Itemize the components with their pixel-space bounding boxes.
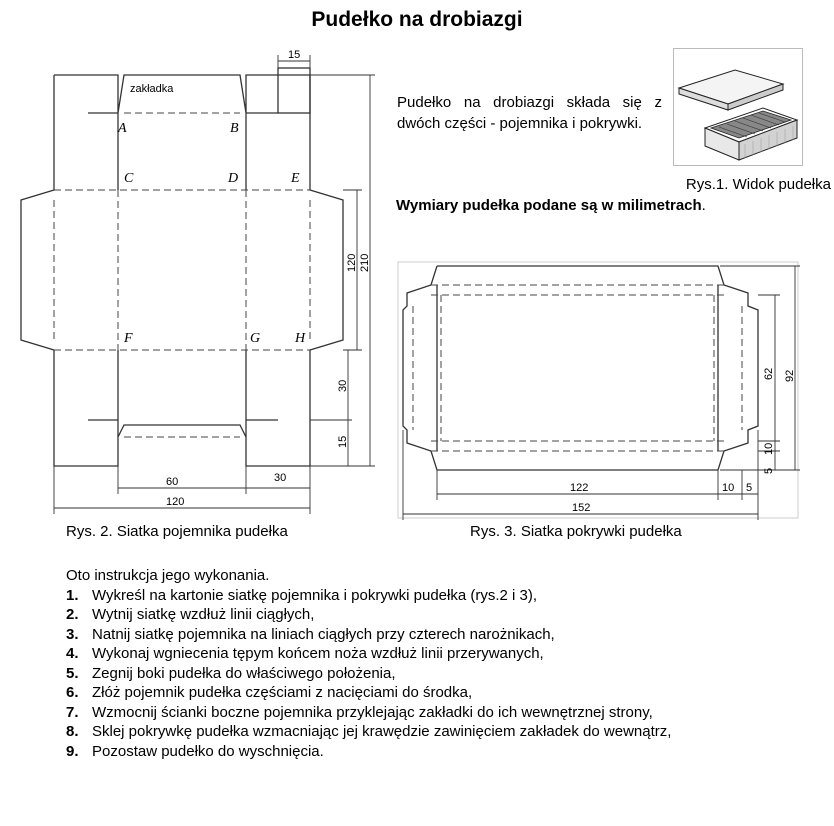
intro-text: Pudełko na drobiazgi składa się z dwóch części - pojemnika i pokrywki.: [397, 94, 662, 132]
dim-lid-w10: 10: [722, 482, 735, 494]
step-text: Sklej pokrywkę pudełka wzmacniając jej krawędzie zawinięciem zakładek do wewnątrz,: [92, 723, 672, 740]
step-number: 2.: [66, 606, 79, 623]
lid-cut-outline: [403, 266, 758, 470]
dimensions-note-bold: Wymiary pudełka podane są w milimetrach: [396, 197, 702, 214]
instruction-step: [66, 742, 772, 762]
figure1-caption: Rys.1. Widok pudełka: [685, 176, 831, 193]
step-text: Wytnij siatkę wzdłuż linii ciągłych,: [92, 606, 315, 623]
box-illustration: [673, 48, 803, 166]
corner-label-b: B: [230, 121, 239, 136]
instruction-step: [66, 703, 772, 723]
dim-lid-10: 10: [763, 442, 775, 455]
step-number: 5.: [66, 664, 79, 682]
instruction-steps: [66, 586, 772, 762]
dim-height-120: 120: [346, 253, 358, 272]
dim-lid-122: 122: [570, 482, 589, 494]
figure2-caption: Rys. 2. Siatka pojemnika pudełka: [66, 523, 288, 540]
instruction-step: [66, 683, 772, 703]
dim-bottom-30: 30: [274, 472, 287, 484]
instruction-step: [66, 586, 772, 606]
dim-lid-w5: 5: [746, 482, 753, 494]
dim-lid-152: 152: [572, 502, 591, 514]
dim-bottom-60: 60: [166, 476, 179, 488]
step-number: 4.: [66, 645, 79, 662]
step-number: 1.: [66, 586, 79, 604]
step-number: 3.: [66, 625, 79, 643]
step-number: 8.: [66, 723, 79, 740]
dim-tab-15: 15: [288, 49, 301, 61]
step-text: Natnij siatkę pojemnika na liniach ciągłych przy czterech narożnikach,: [92, 625, 555, 643]
corner-label-h: H: [295, 331, 306, 346]
step-text: Pozostaw pudełko do wyschnięcia.: [92, 742, 324, 760]
dim-lid-92: 92: [784, 369, 796, 382]
box-photo: [673, 48, 803, 166]
corner-label-g: G: [250, 331, 261, 346]
corner-label-e: E: [291, 171, 300, 186]
step-number: 6.: [66, 684, 79, 701]
corner-label-d: D: [228, 171, 239, 186]
instruction-step: [66, 722, 772, 742]
step-text: Wykreśl na kartonie siatkę pojemnika i pokrywki pudełka (rys.2 i 3),: [92, 586, 538, 604]
step-text: Wzmocnij ścianki boczne pojemnika przyklejając zakładki do ich wewnętrznej strony,: [92, 703, 653, 721]
instruction-step: [66, 664, 772, 684]
corner-label-f: F: [124, 331, 133, 346]
net-cut-outline: [21, 75, 343, 466]
dim-side-30: 30: [337, 379, 349, 392]
instruction-step: [66, 625, 772, 645]
instructions-intro: Oto instrukcja jego wykonania.: [66, 567, 270, 584]
step-text: Wykonaj wgniecenia tępym końcem noża wzdłuż linii przerywanych,: [92, 645, 544, 662]
corner-label-a: A: [118, 121, 127, 136]
step-text: Zegnij boki pudełka do właściwego położenia,: [92, 664, 396, 682]
dimensions-note: [396, 197, 706, 214]
instruction-step: [66, 605, 772, 625]
dim-side-15: 15: [337, 435, 349, 448]
instruction-step: [66, 644, 772, 664]
dim-lid-62: 62: [763, 367, 775, 380]
step-number: 7.: [66, 703, 79, 721]
figure3-caption: Rys. 3. Siatka pokrywki pudełka: [470, 523, 682, 540]
page-title: Pudełko na drobiazgi: [311, 8, 523, 31]
step-number: 9.: [66, 742, 79, 760]
dim-lid-5: 5: [763, 467, 775, 474]
dimensions-note-end: .: [701, 197, 706, 214]
step-text: Złóż pojemnik pudełka częściami z nacięciami do środka,: [92, 684, 473, 701]
dim-width-120: 120: [166, 496, 185, 508]
corner-label-c: C: [124, 171, 134, 186]
instructions: [66, 566, 772, 761]
dim-height-210: 210: [359, 253, 371, 272]
tab-label: zakładka: [130, 83, 174, 95]
